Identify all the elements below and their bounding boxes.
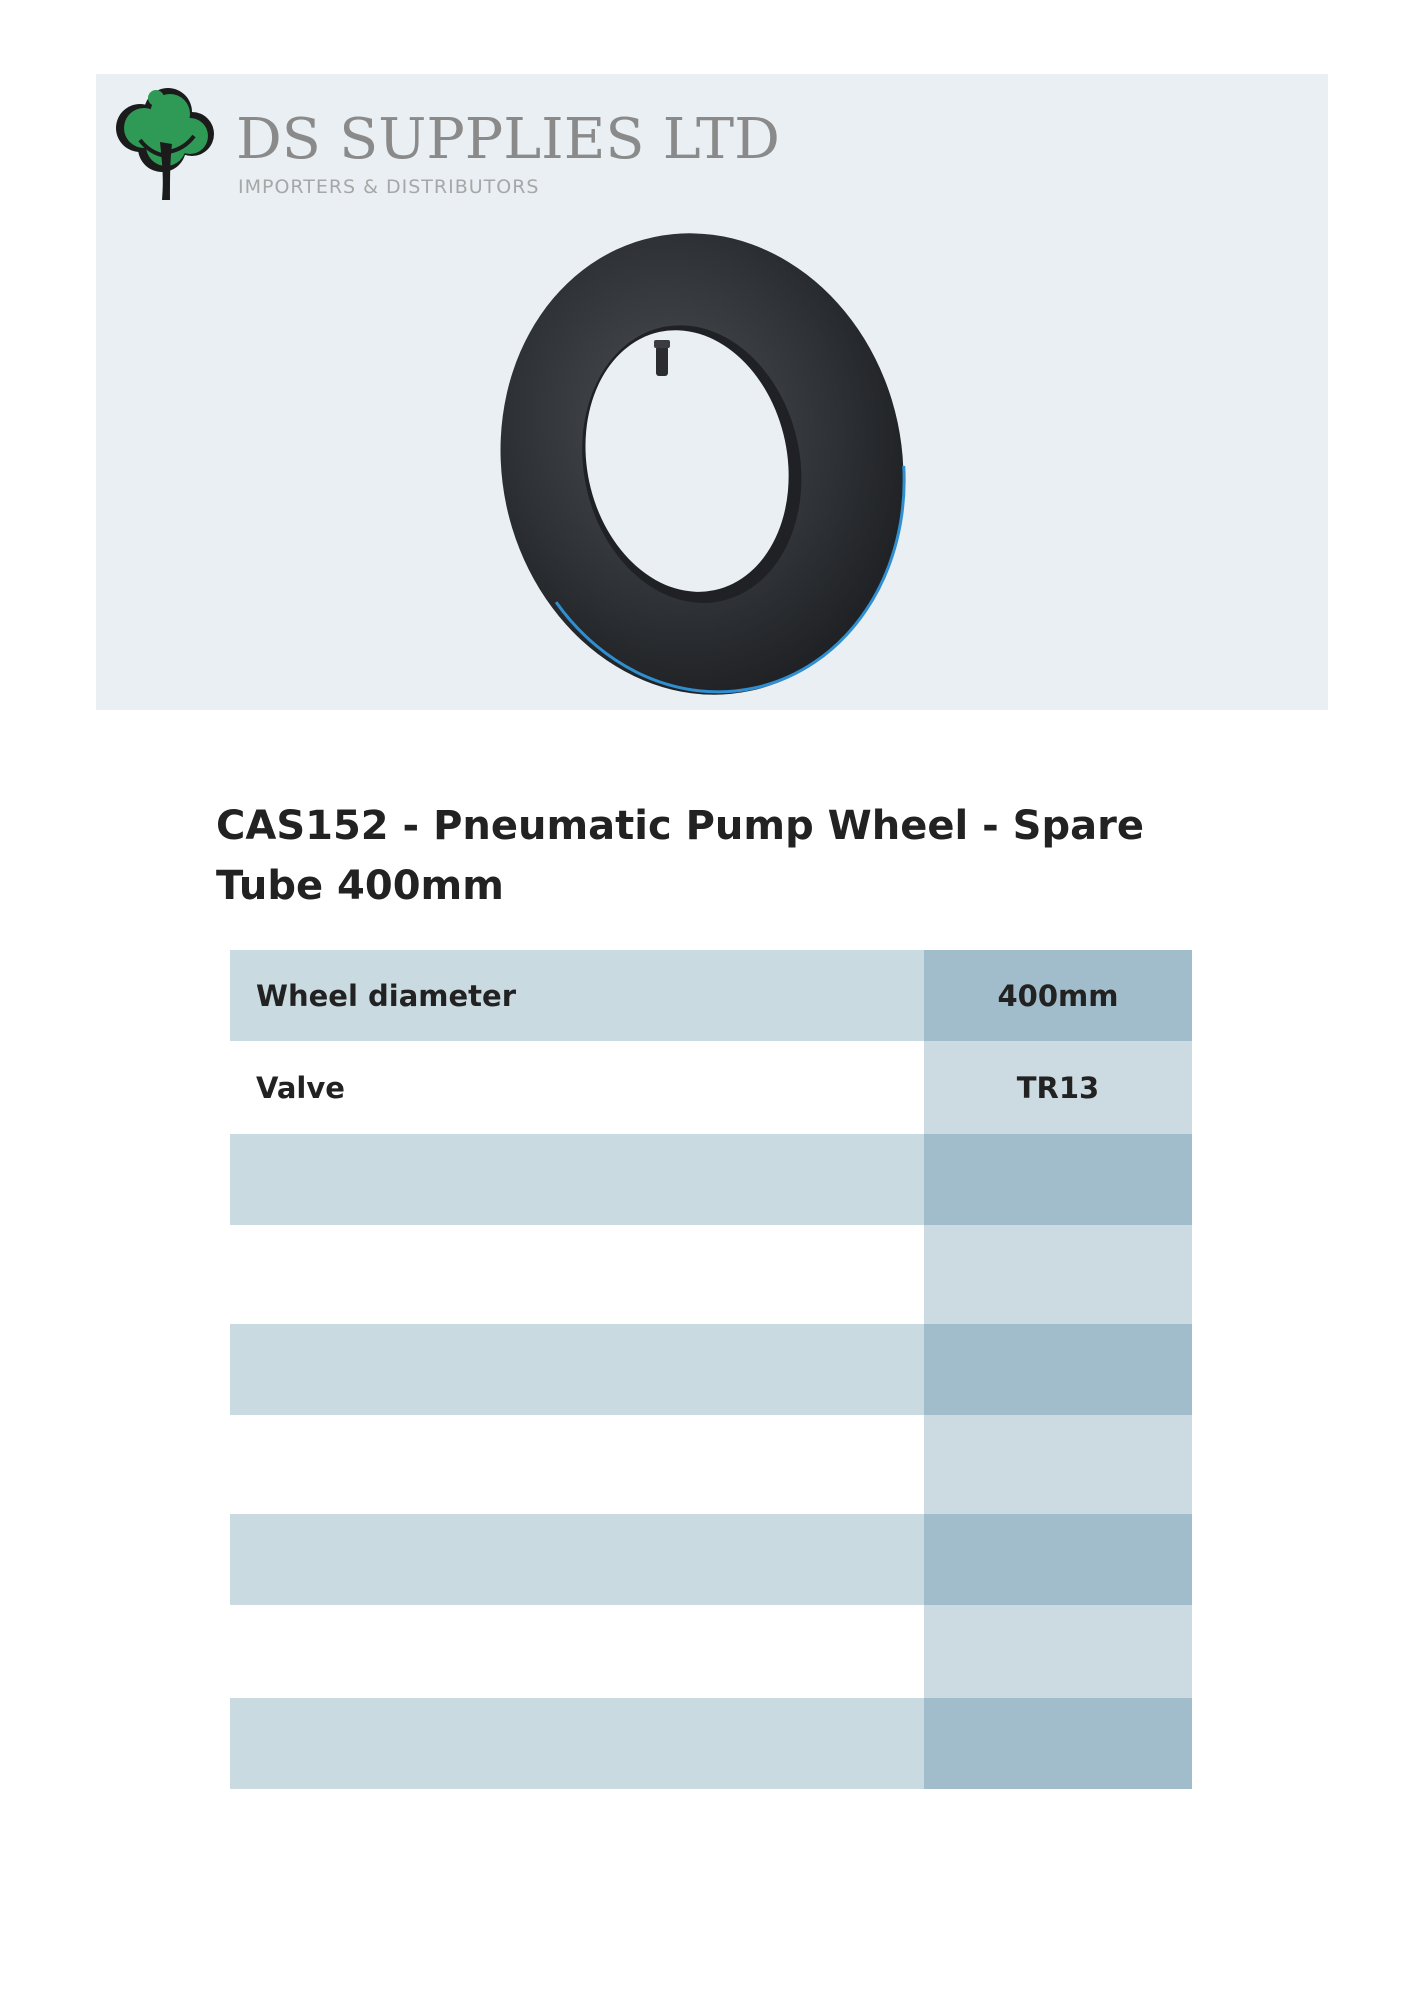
spec-label <box>230 1514 924 1605</box>
spec-label <box>230 1698 924 1789</box>
table-row <box>230 1605 1192 1698</box>
spec-label: Valve <box>230 1041 924 1134</box>
table-row <box>230 1225 1192 1324</box>
table-row <box>230 1134 1192 1225</box>
table-row <box>230 1698 1192 1789</box>
spec-label <box>230 1415 924 1514</box>
page-title: CAS152 - Pneumatic Pump Wheel - Spare Tube 400mm <box>216 803 1144 909</box>
table-row <box>230 1324 1192 1415</box>
spec-value: 400mm <box>924 950 1192 1041</box>
table-row <box>230 1041 1192 1134</box>
spec-value <box>924 1514 1192 1605</box>
spec-value <box>924 1415 1192 1514</box>
spec-label <box>230 1134 924 1225</box>
spec-table <box>230 950 1192 1789</box>
brand-tagline: IMPORTERS & DISTRIBUTORS <box>238 176 540 198</box>
table-row <box>230 1514 1192 1605</box>
spec-label <box>230 1324 924 1415</box>
table-row <box>230 1415 1192 1514</box>
spec-label <box>230 1605 924 1698</box>
spec-value <box>924 1225 1192 1324</box>
inner-tube-image <box>492 218 912 710</box>
spec-value <box>924 1698 1192 1789</box>
spec-value <box>924 1605 1192 1698</box>
spec-label: Wheel diameter <box>230 950 924 1041</box>
spec-value: TR13 <box>924 1041 1192 1134</box>
table-row <box>230 950 1192 1041</box>
spec-value <box>924 1324 1192 1415</box>
tree-logo-icon <box>110 82 216 202</box>
brand-name: DS SUPPLIES LTD <box>236 107 780 172</box>
product-hero <box>96 74 1328 710</box>
spec-label <box>230 1225 924 1324</box>
spec-value <box>924 1134 1192 1225</box>
